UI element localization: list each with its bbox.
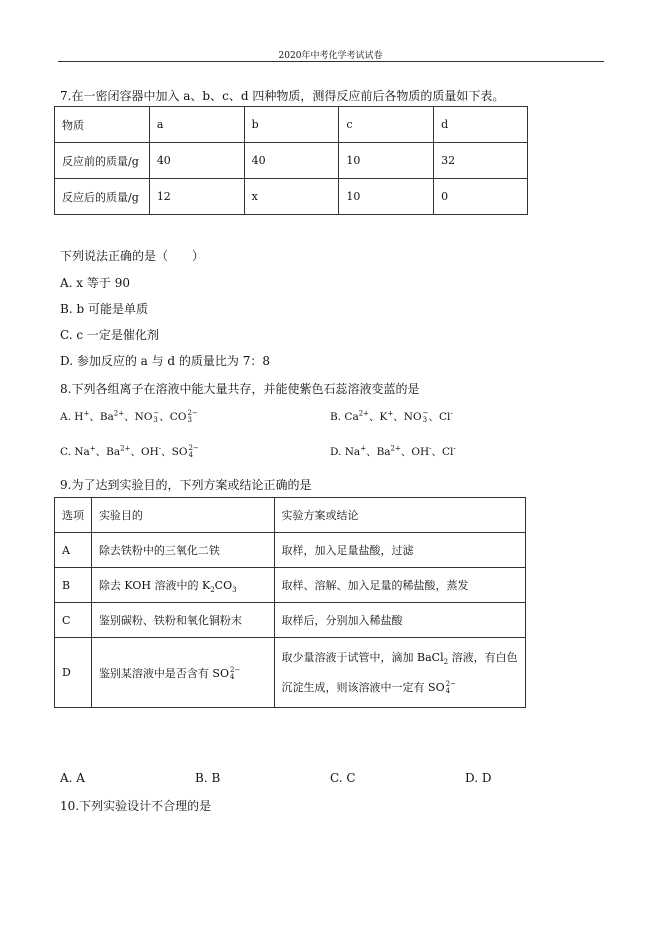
- q7-cell: 10: [339, 143, 434, 179]
- separator: 、: [431, 446, 443, 458]
- subscript: 3: [153, 416, 158, 424]
- charge: −: [153, 409, 160, 417]
- q9-table-header-row: [55, 498, 526, 533]
- plan-text: 沉淀生成，则该溶液中一定有 SO: [281, 680, 445, 694]
- subscript: 3: [422, 416, 428, 424]
- q7-prompt: 下列说法正确的是（ ）: [60, 249, 205, 263]
- q8-option-c: [60, 444, 199, 459]
- q7-header-cell: c: [339, 107, 434, 143]
- separator: 、: [428, 411, 439, 423]
- ion: Na: [344, 446, 361, 458]
- q7-cell: 12: [149, 179, 244, 215]
- separator: 、: [95, 446, 107, 458]
- charge: 2+: [120, 444, 131, 453]
- q7-cell: 40: [149, 143, 244, 179]
- separator: 、: [89, 411, 100, 423]
- charge: −: [422, 409, 429, 417]
- q9-plan-cell: 取样后，分别加入稀盐酸: [274, 603, 525, 638]
- q9-goal-cell: 鉴别碳粉、铁粉和氧化铜粉末: [91, 603, 274, 638]
- q9-option-cell: C: [55, 603, 92, 638]
- charge: -: [453, 444, 456, 453]
- ion: Ca: [344, 411, 359, 423]
- q7-option-a: A. x 等于 90: [60, 276, 130, 290]
- q9-goal-cell: 除去铁粉中的三氧化二铁: [91, 533, 274, 568]
- separator: 、: [159, 411, 170, 423]
- separator: 、: [369, 411, 380, 423]
- ion: NO: [134, 411, 153, 423]
- q9-answer-a: A. A: [60, 771, 85, 785]
- ion: Cl: [442, 446, 454, 458]
- q9-table-row: [55, 568, 526, 603]
- ion: OH: [140, 446, 159, 458]
- q10-stem: 10.下列实验设计不合理的是: [60, 799, 212, 813]
- option-label: A.: [60, 411, 71, 423]
- sub-sup: [187, 410, 197, 424]
- ion: CO: [169, 411, 187, 423]
- charge: +: [360, 444, 367, 453]
- ion: Ba: [106, 446, 121, 458]
- header-rule: [58, 61, 604, 62]
- q9-table-row: [55, 603, 526, 638]
- charge: +: [387, 409, 394, 418]
- q9-goal-cell: [91, 568, 274, 603]
- q7-header-cell: a: [149, 107, 244, 143]
- q7-table-row: [55, 179, 528, 215]
- subscript: 4: [445, 686, 451, 695]
- charge: 2−: [445, 679, 456, 688]
- charge: +: [83, 409, 90, 418]
- sub-sup: [230, 667, 240, 681]
- charge: -: [450, 409, 453, 418]
- q9-plan-cell: 取样、溶解、加入足量的稀盐酸，蒸发: [274, 568, 525, 603]
- q7-header-cell: 物质: [55, 107, 150, 143]
- q7-cell: 32: [434, 143, 528, 179]
- goal-text: CO: [214, 579, 233, 592]
- q7-mass-table: [54, 106, 528, 215]
- q7-header-cell: d: [434, 107, 528, 143]
- option-label: C.: [60, 446, 71, 458]
- ion: Cl: [438, 411, 451, 423]
- q8-option-d: [330, 444, 456, 459]
- ion: NO: [403, 411, 422, 423]
- q9-answer-d: D. D: [465, 771, 492, 785]
- q9-header-cell: 实验目的: [91, 498, 274, 533]
- separator: 、: [161, 446, 172, 458]
- ion: OH: [411, 446, 430, 458]
- separator: 、: [400, 446, 412, 458]
- q9-header-cell: 实验方案或结论: [274, 498, 525, 533]
- q9-answer-b: B. B: [195, 771, 221, 785]
- q9-header-cell: 选项: [55, 498, 92, 533]
- q9-option-cell: A: [55, 533, 92, 568]
- q9-answer-c: C. C: [330, 771, 356, 785]
- q9-experiment-table: [54, 497, 526, 708]
- q7-cell: 10: [339, 179, 434, 215]
- q8-stem: 8.下列各组离子在溶液中能大量共存，并能使紫色石蕊溶液变蓝的是: [60, 382, 420, 396]
- goal-text: 除去 KOH 溶液中的 K: [98, 579, 211, 592]
- subscript: 2: [443, 657, 449, 666]
- charge: 2−: [188, 444, 199, 452]
- charge: 2−: [230, 665, 241, 674]
- sub-sup: [188, 445, 198, 459]
- charge: -: [429, 444, 432, 453]
- subscript: 3: [187, 416, 192, 424]
- ion: Na: [74, 446, 90, 458]
- q7-cell: x: [244, 179, 339, 215]
- sub-sup: [446, 681, 456, 695]
- q9-option-cell: B: [55, 568, 92, 603]
- q7-cell: 反应后的质量/g: [55, 179, 150, 215]
- ion: Ba: [99, 411, 114, 423]
- q7-option-b: B. b 可能是单质: [60, 302, 148, 316]
- subscript: 4: [230, 672, 235, 681]
- separator: 、: [366, 446, 377, 458]
- q7-header-cell: b: [244, 107, 339, 143]
- separator: 、: [124, 411, 135, 423]
- q7-option-d: D. 参加反应的 a 与 d 的质量比为 7：8: [60, 354, 271, 368]
- charge: 2+: [358, 409, 370, 418]
- q7-stem: 7.在一密闭容器中加入 a、b、c、d 四种物质，测得反应前后各物质的质量如下表。: [60, 89, 505, 103]
- charge: 2−: [187, 409, 198, 417]
- q9-table-row: [55, 533, 526, 568]
- q9-stem: 9.为了达到实验目的，下列方案或结论正确的是: [60, 478, 312, 492]
- subscript: 4: [188, 451, 193, 459]
- subscript: 3: [232, 586, 237, 595]
- ion: H: [74, 411, 84, 423]
- ion: Ba: [376, 446, 391, 458]
- goal-text: 鉴别某溶液中是否含有 SO: [98, 666, 229, 680]
- q7-cell: 0: [434, 179, 528, 215]
- q9-plan-cell: 取样，加入足量盐酸，过滤: [274, 533, 525, 568]
- plan-line: [282, 673, 525, 703]
- q8-option-a: [60, 409, 198, 424]
- q9-plan-cell: [274, 638, 525, 708]
- plan-text: 取少量溶液于试管中，滴加 BaCl: [281, 650, 444, 664]
- q9-table-row: [55, 638, 526, 708]
- ion: SO: [171, 446, 188, 458]
- q7-table-row: [55, 143, 528, 179]
- separator: 、: [393, 411, 404, 423]
- subscript: 2: [210, 586, 215, 595]
- q7-option-c: C. c 一定是催化剂: [60, 328, 159, 342]
- plan-text: 溶液，有白色: [448, 650, 518, 664]
- q7-cell: 反应前的质量/g: [55, 143, 150, 179]
- q7-cell: 40: [244, 143, 339, 179]
- charge: 2+: [390, 444, 401, 453]
- charge: 2+: [113, 409, 125, 418]
- ion: K: [379, 411, 388, 423]
- q9-goal-cell: [91, 638, 274, 708]
- option-label: D.: [330, 446, 342, 458]
- q9-option-cell: D: [55, 638, 92, 708]
- plan-line: [282, 643, 525, 673]
- option-label: B.: [330, 411, 342, 423]
- page-header: 2020年中考化学考试试卷: [278, 51, 383, 61]
- q8-option-b: [330, 409, 453, 424]
- charge: -: [158, 444, 162, 453]
- charge: +: [89, 444, 96, 453]
- separator: 、: [130, 446, 141, 458]
- q7-table-header-row: [55, 107, 528, 143]
